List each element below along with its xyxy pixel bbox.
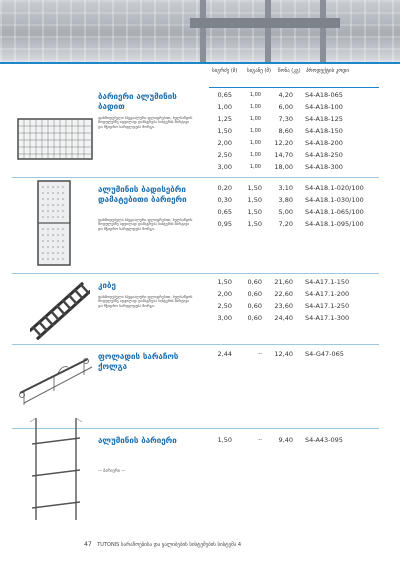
cell-length: 0,20 — [217, 184, 232, 192]
cell-weight: 7,20 — [278, 220, 293, 228]
cell-weight: 12,20 — [274, 139, 293, 147]
header-length: სიგრძე (მ) — [212, 68, 238, 74]
cell-width: 1,50 — [247, 208, 262, 216]
cell-code: S4-A17.1-200 — [305, 290, 350, 298]
cell-weight: 21,60 — [274, 278, 293, 286]
header-rule — [209, 87, 379, 88]
cell-code: S4-A18.1-030/100 — [305, 196, 364, 204]
banner-clamp — [190, 18, 340, 28]
cell-weight: 3,10 — [278, 184, 293, 192]
cell-length: 1,50 — [217, 127, 232, 135]
cell-width: 0,60 — [247, 314, 262, 322]
page-number: 47 — [84, 541, 92, 548]
page-footer — [84, 541, 241, 548]
banner-rod — [200, 0, 206, 62]
cell-weight: 9,40 — [278, 436, 293, 444]
cell-code: S4-A18-200 — [305, 139, 343, 147]
section-note: — ბარიერი — — [98, 468, 126, 473]
cell-width: 1,50 — [247, 220, 262, 228]
section-divider — [12, 177, 379, 178]
cell-code: S4-A18-150 — [305, 127, 343, 135]
cell-length: 2,50 — [217, 151, 232, 159]
cell-weight: 18,00 — [274, 163, 293, 171]
section-title: ალუმინის ბარიერი — [98, 436, 177, 445]
cell-width: 0,60 — [247, 302, 262, 310]
cell-width: 1,50 — [247, 196, 262, 204]
cell-width: 1,00 — [249, 128, 261, 134]
cell-length: 2,00 — [217, 290, 232, 298]
cell-width: 1,50 — [247, 184, 262, 192]
header-banner-photo — [0, 0, 400, 62]
footer-text: TUTONIS სარაჩოებისა და ყალიბების სისტემების სისტემა 4 — [97, 542, 242, 548]
cell-width: 1,00 — [249, 116, 261, 122]
cell-width: -- — [258, 351, 262, 357]
cell-weight: 4,20 — [278, 91, 293, 99]
cell-code: S4-A18-100 — [305, 103, 343, 111]
cell-code: S4-A18-250 — [305, 151, 343, 159]
cell-weight: 14,70 — [274, 151, 293, 159]
cell-code: S4-A18-065 — [305, 91, 343, 99]
cell-code: S4-A18-125 — [305, 115, 343, 123]
header-weight: წონა (კგ) — [278, 68, 301, 74]
cell-width: 0,60 — [247, 290, 262, 298]
cell-length: 3,00 — [217, 314, 232, 322]
banner-rule — [0, 62, 400, 64]
cell-length: 1,00 — [217, 103, 232, 111]
cell-length: 1,50 — [217, 278, 232, 286]
mesh-barrier-image — [17, 118, 93, 160]
header-code: პროდუქტის კოდი — [306, 68, 349, 74]
cell-code: S4-A43-095 — [305, 436, 343, 444]
cell-width: -- — [258, 437, 262, 443]
cell-length: 0,65 — [217, 208, 232, 216]
cell-length: 0,65 — [217, 91, 232, 99]
cell-weight: 8,60 — [278, 127, 293, 135]
cell-code: S4-A18.1-095/100 — [305, 220, 364, 228]
header-width: სიგანე (მ) — [247, 68, 271, 74]
ladder-image — [30, 282, 90, 340]
cell-length: 1,25 — [217, 115, 232, 123]
cell-length: 2,50 — [217, 302, 232, 310]
mesh-extension-barrier-image — [36, 179, 72, 269]
cell-weight: 22,60 — [274, 290, 293, 298]
cell-code: S4-A17.1-250 — [305, 302, 350, 310]
section-description: ფასმოდებული სპეციალური ფლიფრებით, ხელსაწყოს მოდულებზე ადვილად დამაგრება სისტემის მარტივი და მჭიდრო სარფლდება მორგი. — [98, 218, 193, 231]
cell-code: S4-A18.1-065/100 — [305, 208, 364, 216]
cell-code: S4-A18-300 — [305, 163, 343, 171]
cell-weight: 3,80 — [278, 196, 293, 204]
cell-weight: 12,40 — [274, 350, 293, 358]
cell-length: 2,44 — [217, 350, 232, 358]
cell-weight: 6,00 — [278, 103, 293, 111]
cell-width: 1,00 — [249, 140, 261, 146]
cell-length: 0,30 — [217, 196, 232, 204]
cell-length: 1,50 — [217, 436, 232, 444]
banner-rod — [320, 0, 326, 62]
section-title: ფოლადის სარაჩოს ქოლგა — [98, 352, 179, 371]
cell-code: S4-G47-065 — [305, 350, 344, 358]
section-description: ფასმოდებული სპეციალური ფლიფრებით, ხელსაწყოს მოდულებზე ადვილად დამაგრება სისტემის მარტივი და მჭიდრო სარფლდება მორგი. — [98, 295, 193, 308]
cell-length: 0,95 — [217, 220, 232, 228]
aluminium-barrier-frame-image — [22, 416, 92, 524]
section-title: ბარიერი ალუმინის ბადით — [98, 92, 177, 111]
cell-width: 1,00 — [249, 152, 261, 158]
cell-weight: 7,30 — [278, 115, 293, 123]
section-description: ფასმოდებული სპეციალური ფლიფრებით, ხელსაწყოს მოდულებზე ადვილად დამაგრება სისტემის მარტივი და მჭიდრო სარფლდება მორგი. — [98, 116, 193, 129]
steel-scaffold-umbrella-image — [14, 345, 96, 411]
cell-length: 2,00 — [217, 139, 232, 147]
cell-length: 3,00 — [217, 163, 232, 171]
banner-rod — [265, 0, 271, 62]
cell-code: S4-A17.1-300 — [305, 314, 350, 322]
cell-width: 1,00 — [249, 104, 261, 110]
cell-width: 0,60 — [247, 278, 262, 286]
cell-weight: 23,60 — [274, 302, 293, 310]
section-title: კიბე — [98, 281, 116, 290]
cell-code: S4-A17.1-150 — [305, 278, 350, 286]
section-title: ალუმინის ბადისებრი დამატებითი ბარიერი — [98, 185, 187, 204]
cell-width: 1,00 — [249, 92, 261, 98]
cell-weight: 24,40 — [274, 314, 293, 322]
cell-code: S4-A18.1-020/100 — [305, 184, 364, 192]
cell-weight: 5,00 — [278, 208, 293, 216]
section-divider — [12, 273, 379, 274]
cell-width: 1,00 — [249, 164, 261, 170]
